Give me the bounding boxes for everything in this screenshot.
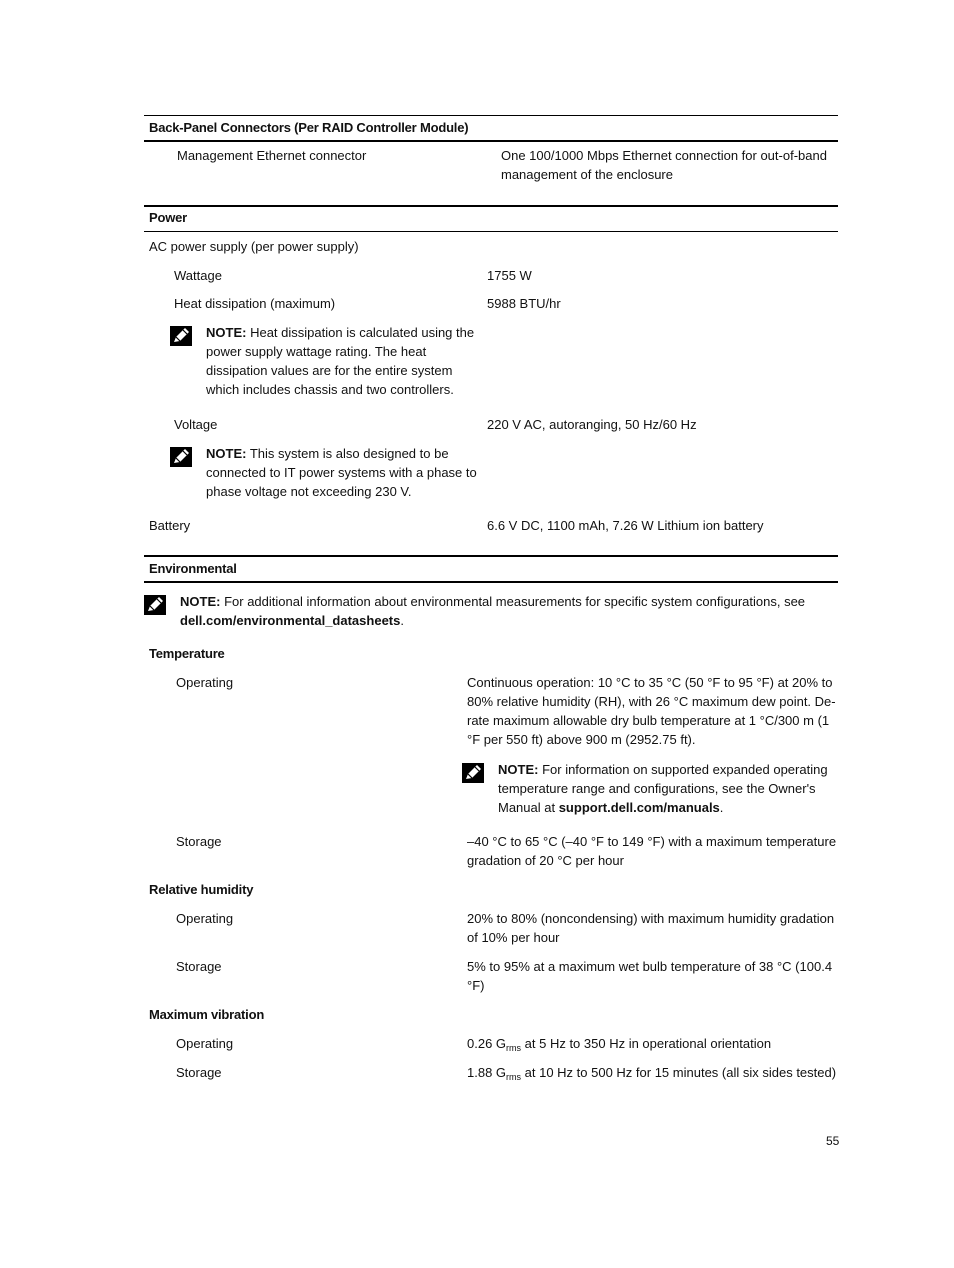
page-number: 55 xyxy=(826,1134,840,1148)
vibration-storage-label: Storage xyxy=(176,1065,222,1080)
battery-label: Battery xyxy=(149,518,191,533)
backpanel-header: Back-Panel Connectors (Per RAID Controller Module) xyxy=(149,120,469,135)
vibration-operating-label: Operating xyxy=(176,1036,234,1051)
vibration-storage-value: 1.88 $G_{rms}$ at 10 Hz to 500 Hz for 15 minutes (all six sides tested) xyxy=(467,1065,837,1082)
heat-label: Heat dissipation (maximum) xyxy=(174,296,336,311)
temp-operating-label: Operating xyxy=(176,675,234,690)
mgmt-label: Management Ethernet connector xyxy=(177,148,367,163)
humidity-storage-value: 5% to 95% at a maximum wet bulb temperature of 38 °C (100.4 °F) xyxy=(467,959,833,993)
temp-note: NOTE: For information on supported expanded operating temperature range and configurations, see the Owner's Manual at support.dell.com/manuals. xyxy=(498,762,828,815)
power-note-2: NOTE: This system is also designed to be connected to IT power systems with a phase to phase voltage not exceeding 230 V. xyxy=(206,446,477,499)
humidity-storage-label: Storage xyxy=(176,959,222,974)
top-rule xyxy=(144,115,838,116)
support-manuals-link[interactable]: support.dell.com/manuals xyxy=(558,800,720,815)
temperature-header: Temperature xyxy=(149,646,225,661)
env-header-rule xyxy=(144,581,838,583)
voltage-label: Voltage xyxy=(174,417,218,432)
power-note-1: NOTE: Heat dissipation is calculated using the power supply wattage rating. The heat dissipation values are for the entire system which includes chassis and two controllers. xyxy=(206,325,475,397)
note-pencil-icon xyxy=(144,595,166,615)
note-pencil-icon xyxy=(170,447,192,467)
voltage-value: 220 V AC, autoranging, 50 Hz/60 Hz xyxy=(487,417,697,432)
temp-operating-value: Continuous operation: 10 °C to 35 °C (50 °F to 95 °F) at 20% to 80% relative humidity (RH), with 26 °C maximum dew point. De- rate maximum allowable dry bulb temperature at 1 °C/300 m (1 °F per 550 ft) above 900 m (2952.75 ft). xyxy=(467,675,836,747)
temp-storage-label: Storage xyxy=(176,834,222,849)
note-pencil-icon xyxy=(170,326,192,346)
wattage-value: 1755 W xyxy=(487,268,532,283)
vibration-header: Maximum vibration xyxy=(149,1007,265,1022)
humidity-operating-label: Operating xyxy=(176,911,234,926)
env-note: NOTE: For additional information about environmental measurements for specific system configurations, see dell.com/environmental_datasheets. xyxy=(180,594,806,628)
env-header: Environmental xyxy=(149,561,237,576)
humidity-header: Relative humidity xyxy=(149,882,254,897)
mgmt-value: One 100/1000 Mbps Ethernet connection for out-of-band management of the enclosure xyxy=(501,148,827,182)
power-top-rule xyxy=(144,205,838,207)
heat-value: 5988 BTU/hr xyxy=(487,296,561,311)
humidity-operating-value: 20% to 80% (noncondensing) with maximum humidity gradation of 10% per hour xyxy=(467,911,835,945)
power-header-rule xyxy=(144,231,838,232)
env-top-rule xyxy=(144,555,838,557)
wattage-label: Wattage xyxy=(174,268,222,283)
ac-supply-label: AC power supply (per power supply) xyxy=(149,239,359,254)
backpanel-header-rule xyxy=(144,140,838,142)
power-header: Power xyxy=(149,210,188,225)
battery-value: 6.6 V DC, 1100 mAh, 7.26 W Lithium ion battery xyxy=(487,518,764,533)
env-datasheets-link[interactable]: dell.com/environmental_datasheets xyxy=(180,613,401,628)
temp-storage-value: –40 °C to 65 °C (–40 °F to 149 °F) with a maximum temperature gradation of 20 °C per hour xyxy=(467,834,837,868)
note-pencil-icon xyxy=(462,763,484,783)
vibration-operating-value: 0.26 $G_{rms}$ at 5 Hz to 350 Hz in operational orientation xyxy=(467,1036,772,1053)
